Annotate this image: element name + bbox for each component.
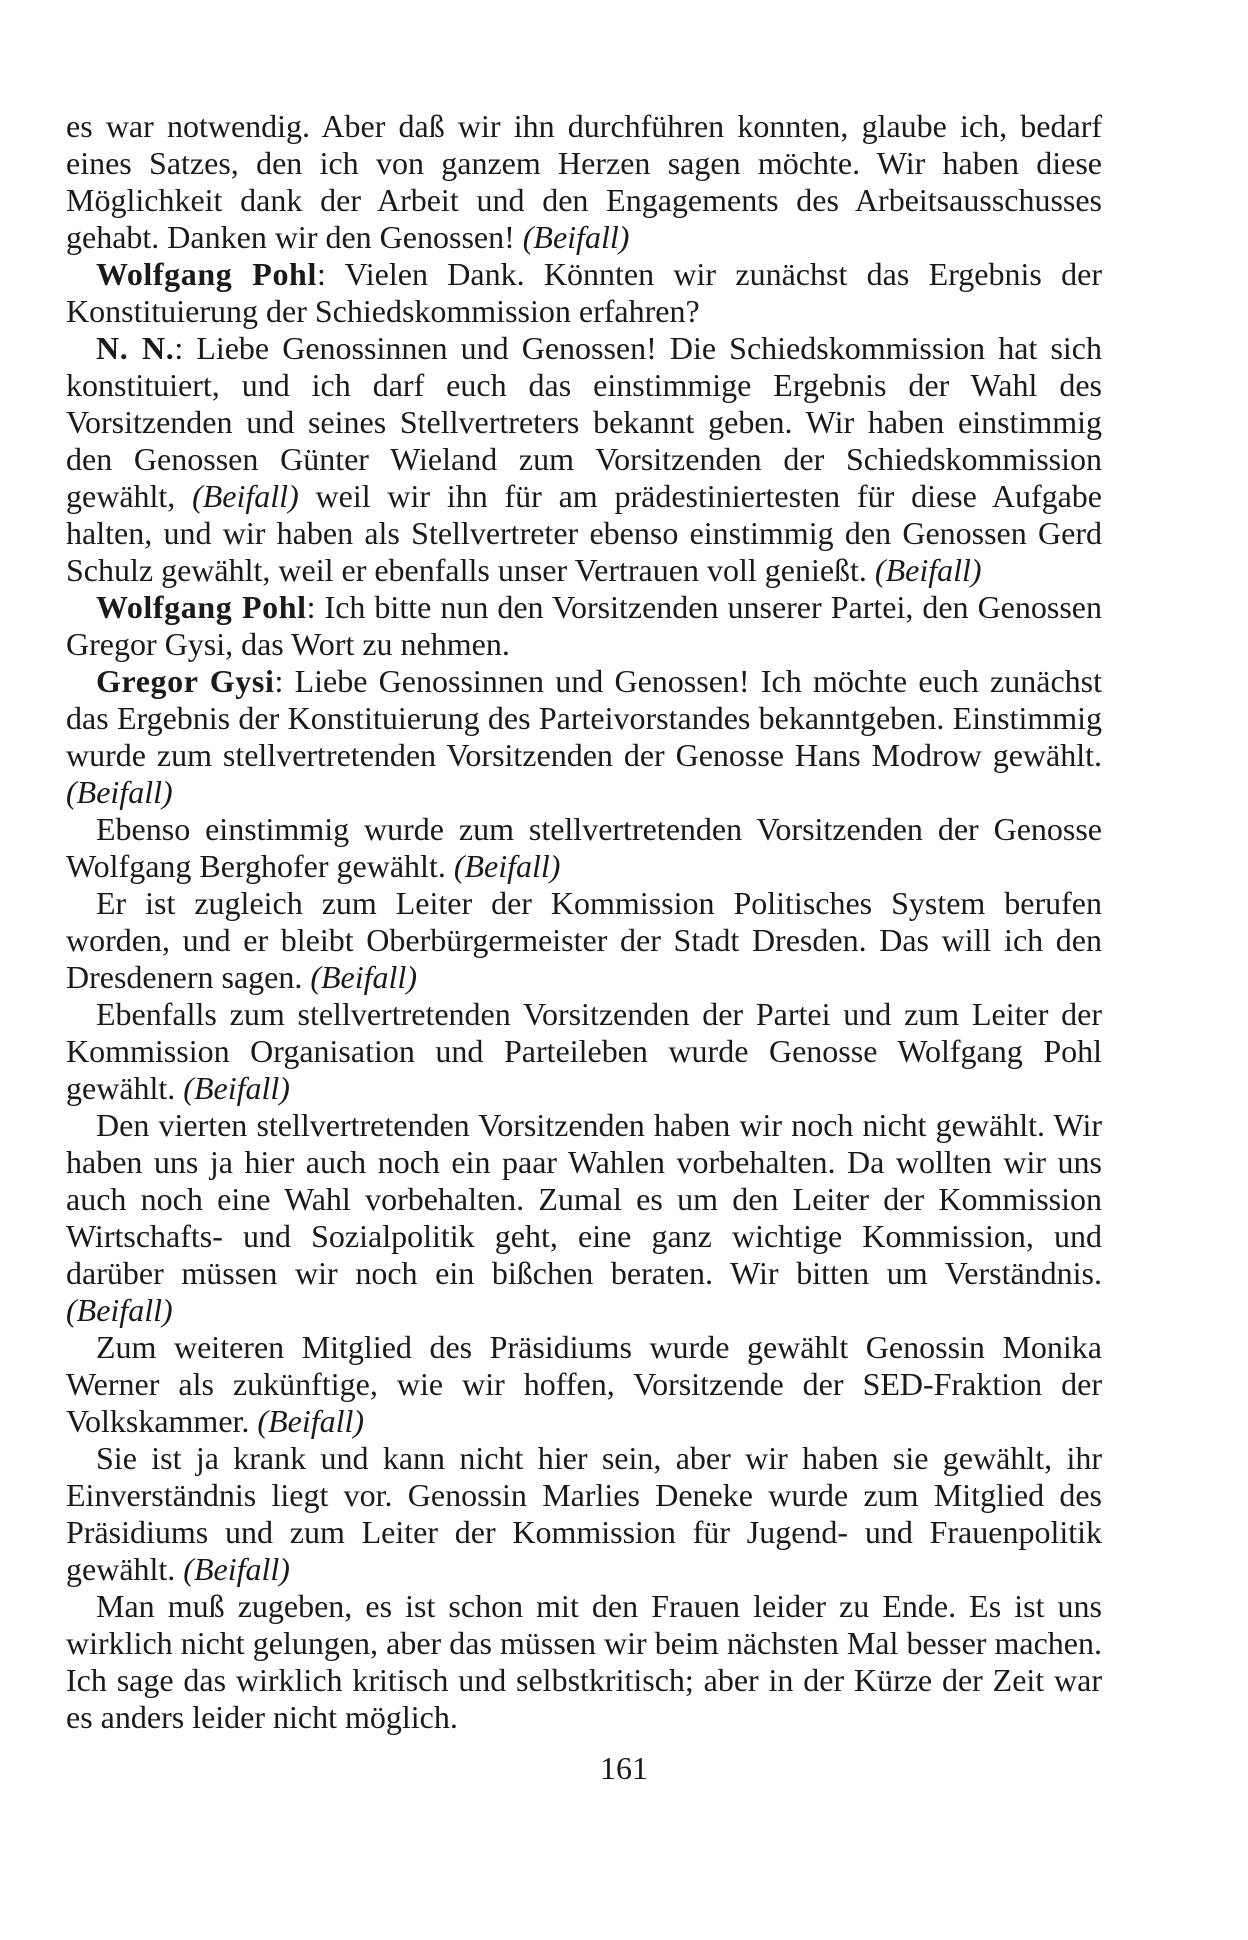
- paragraph: [66, 1329, 1102, 1440]
- applause-note: (Beifall): [257, 1403, 365, 1439]
- applause-note: (Beifall): [453, 848, 561, 884]
- applause-note: (Beifall): [192, 478, 299, 514]
- paragraph-text: : Liebe Genossinnen und Genossen! Ich möchte euch zunächst das Ergebnis der Konstituierung des Parteivorstandes bekanntgeben. Einstimmig wurde zum stellvertretenden Vorsitzenden der Genosse Hans Modrow gewählt.: [66, 663, 1102, 773]
- paragraph: [66, 589, 1102, 663]
- paragraph: [66, 811, 1102, 885]
- paragraph: [66, 1440, 1102, 1588]
- applause-note: (Beifall): [183, 1551, 290, 1587]
- applause-note: (Beifall): [66, 1292, 173, 1328]
- speaker-name: Wolfgang Pohl: [96, 589, 307, 625]
- paragraph-text: Er ist zugleich zum Leiter der Kommission Politisches System berufen worden, und er bleibt Oberbürgermeister der Stadt Dresden. Das will ich den Dresdenern sagen.: [66, 885, 1102, 995]
- paragraph: [66, 885, 1102, 996]
- paragraph: [66, 330, 1102, 589]
- paragraph-text: es war notwendig. Aber daß wir ihn durchführen konnten, glaube ich, bedarf eines Satzes, den ich von ganzem Herzen sagen möchte. Wir haben diese Möglichkeit dank der Arbeit und den Engagements des Arbeitsausschusses gehabt. Danken wir den Genossen!: [66, 108, 1102, 255]
- paragraph-text: Zum weiteren Mitglied des Präsidiums wurde gewählt Genossin Monika Werner als zukünftige, wie wir hoffen, Vorsitzende der SED-Fraktion der Volkskammer.: [66, 1329, 1102, 1439]
- page-body: [66, 108, 1102, 1736]
- paragraph-text: : Liebe Genossinnen und Genossen! Die Schiedskommission hat sich konstituiert, und ich darf euch das einstimmige Ergebnis der Wahl des Vorsitzenden und seines Stellvertreters bekannt geben. Wir haben einstimmig den Genossen Günter Wieland zum Vorsitzenden der Schiedskommission gewählt,: [66, 330, 1103, 514]
- speaker-name: N. N.: [96, 330, 175, 366]
- paragraph: [66, 256, 1102, 330]
- paragraph-text: Sie ist ja krank und kann nicht hier sein, aber wir haben sie gewählt, ihr Einverständnis liegt vor. Genossin Marlies Deneke wurde zum Mitglied des Präsidiums und zum Leiter der Kommission für Jugend- und Frauenpolitik gewählt.: [66, 1440, 1102, 1587]
- page-number: 161: [600, 1750, 648, 1786]
- paragraph: [66, 996, 1102, 1107]
- paragraph: [66, 108, 1102, 256]
- paragraph-text: : Ich bitte nun den Vorsitzenden unserer Partei, den Genossen Gregor Gysi, das Wort zu nehmen.: [66, 589, 1102, 662]
- paragraph-text: Ebenfalls zum stellvertretenden Vorsitzenden der Partei und zum Leiter der Kommission Organisation und Parteileben wurde Genosse Wolfgang Pohl gewählt.: [66, 996, 1102, 1106]
- paragraph-text: : Vielen Dank. Könnten wir zunächst das Ergebnis der Konstituierung der Schiedskommission erfahren?: [66, 256, 1102, 329]
- paragraph: [66, 1107, 1102, 1329]
- applause-note: (Beifall): [310, 959, 417, 995]
- applause-note: (Beifall): [183, 1070, 290, 1106]
- applause-note: (Beifall): [66, 774, 173, 810]
- speaker-name: Wolfgang Pohl: [96, 256, 317, 292]
- paragraph-text: Man muß zugeben, es ist schon mit den Frauen leider zu Ende. Es ist uns wirklich nicht gelungen, aber das müssen wir beim nächsten Mal besser machen. Ich sage das wirklich kritisch und selbstkritisch; aber in der Kürze der Zeit war es anders leider nicht möglich.: [66, 1588, 1102, 1735]
- paragraph-text: weil wir ihn für am prädestiniertesten für diese Aufgabe halten, und wir haben als Stellvertreter ebenso einstimmig den Genossen Gerd Schulz gewählt, weil er ebenfalls unser Vertrauen voll genießt.: [66, 478, 1103, 588]
- applause-note: (Beifall): [522, 219, 630, 255]
- paragraph-text: Ebenso einstimmig wurde zum stellvertretenden Vorsitzenden der Genosse Wolfgang Berghofer gewählt.: [66, 811, 1102, 884]
- applause-note: (Beifall): [874, 552, 982, 588]
- paragraph: [66, 663, 1102, 811]
- paragraph-text: Den vierten stellvertretenden Vorsitzenden haben wir noch nicht gewählt. Wir haben uns ja hier auch noch ein paar Wahlen vorbehalten. Da wollten wir uns auch noch eine Wahl vorbehalten. Zumal es um den Leiter der Kommission Wirtschafts- und Sozialpolitik geht, eine ganz wichtige Kommission, und darüber müssen wir noch ein bißchen beraten. Wir bitten um Verständnis.: [66, 1107, 1102, 1291]
- paragraph: [66, 1588, 1102, 1736]
- speaker-name: Gregor Gysi: [96, 663, 275, 699]
